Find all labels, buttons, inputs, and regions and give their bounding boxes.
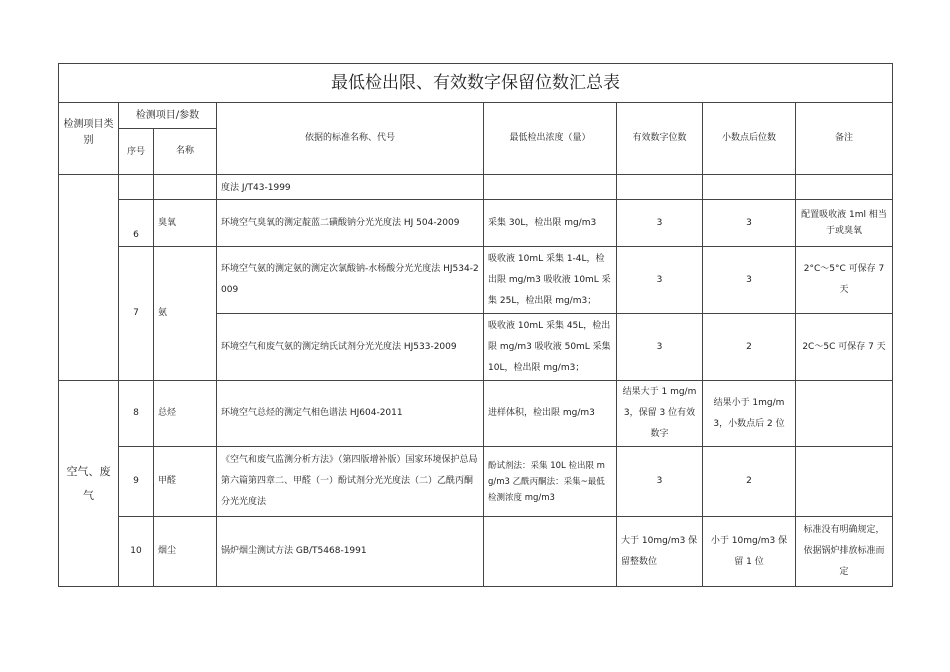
row10-seq: 10 [119, 517, 154, 587]
table-row [59, 200, 893, 247]
row6-dec: 3 [703, 200, 796, 247]
row9-dec: 2 [703, 447, 796, 517]
row6-name: 臭氧 [154, 200, 217, 247]
row9-remark [796, 447, 893, 517]
row10-dec: 小于 10mg/m3 保留 1 位 [703, 517, 796, 587]
row7a-sig: 3 [617, 247, 703, 314]
row7a-dec: 3 [703, 247, 796, 314]
row6-limit: 采集 30L，检出限 mg/m3 [484, 200, 617, 247]
row6-remark-line1: 配置吸收液 1ml 相当 [801, 210, 887, 220]
row9-name: 甲醛 [154, 447, 217, 517]
title-row [59, 64, 893, 103]
summary-table [58, 63, 893, 587]
category-cell-upper [59, 175, 119, 381]
header-name: 名称 [154, 129, 217, 175]
row7b-dec: 2 [703, 314, 796, 381]
row7a-standard: 环境空气氨的测定氨的测定次氯酸钠-水杨酸分光光度法 HJ534-2009 [217, 247, 484, 314]
row10-name: 烟尘 [154, 517, 217, 587]
row8-limit: 进样体积，检出限 mg/m3 [484, 381, 617, 447]
table-row [59, 447, 893, 517]
header-row-1 [59, 103, 893, 129]
table-row [59, 517, 893, 587]
header-item-group: 检测项目/参数 [119, 103, 217, 129]
table-row [59, 381, 893, 447]
row7b-standard: 环境空气和废气氨的测定纳氏试剂分光光度法 HJ533-2009 [217, 314, 484, 381]
category-air: 空气、废气 [59, 381, 119, 587]
row6-standard: 环境空气臭氧的测定靛蓝二磺酸钠分光光度法 HJ 504-2009 [217, 200, 484, 247]
header-category: 检测项目类别 [59, 103, 119, 175]
row9-standard: 《空气和废气监测分析方法》（第四版增补版）国家环境保护总局第六篇第四章二、甲醛（一）酚试剂分光光度法（二）乙酰丙酮分光光度法 [217, 447, 484, 517]
header-seq: 序号 [119, 129, 154, 175]
row8-sig: 结果大于 1 mg/m3，保留 3 位有效数字 [617, 381, 703, 447]
row6-sig: 3 [617, 200, 703, 247]
row7b-sig: 3 [617, 314, 703, 381]
row9-sig: 3 [617, 447, 703, 517]
row0-standard: 度法 J/T43-1999 [217, 175, 484, 200]
row7a-limit: 吸收液 10mL 采集 1-4L，检出限 mg/m3 吸收液 10mL 采集 25L，检出限 mg/m3； [484, 247, 617, 314]
header-remarks: 备注 [796, 103, 893, 175]
row8-remark [796, 381, 893, 447]
header-sig-digits: 有效数字位数 [617, 103, 703, 175]
row7b-limit: 吸收液 10mL 采集 45L，检出限 mg/m3 吸收液 50mL 采集 10L，检出限 mg/m3； [484, 314, 617, 381]
table-title: 最低检出限、有效数字保留位数汇总表 [59, 64, 893, 103]
row10-standard: 锅炉烟尘测试方法 GB/T5468-1991 [217, 517, 484, 587]
row7a-remark: 2°C～5°C 可保存 7 天 [796, 247, 893, 314]
row9-seq: 9 [119, 447, 154, 517]
row6-remark [796, 200, 893, 247]
row9-limit: 酚试剂法：采集 10L 检出限 mg/m3 乙酰丙酮法：采集~最低检测浓度 mg/m3 [484, 447, 617, 517]
header-standard: 依据的标准名称、代号 [217, 103, 484, 175]
row6-remark-line2: 于或臭氧 [825, 226, 862, 236]
row7b-remark: 2C～5C 可保存 7 天 [796, 314, 893, 381]
header-detection-limit: 最低检出浓度（量） [484, 103, 617, 175]
row6-seq: 6 [119, 200, 154, 247]
table-row [59, 175, 893, 200]
row10-sig: 大于 10mg/m3 保留整数位 [617, 517, 703, 587]
row8-seq: 8 [119, 381, 154, 447]
row8-dec: 结果小于 1mg/m3，小数点后 2 位 [703, 381, 796, 447]
row7-seq: 7 [119, 247, 154, 381]
row10-remark: 标准没有明确规定，依据锅炉排放标准而定 [796, 517, 893, 587]
row8-standard: 环境空气总烃的测定气相色谱法 HJ604-2011 [217, 381, 484, 447]
row8-name: 总烃 [154, 381, 217, 447]
row7-name: 氨 [154, 247, 217, 381]
header-decimal-places: 小数点后位数 [703, 103, 796, 175]
table-row [59, 247, 893, 314]
row10-limit [484, 517, 617, 587]
